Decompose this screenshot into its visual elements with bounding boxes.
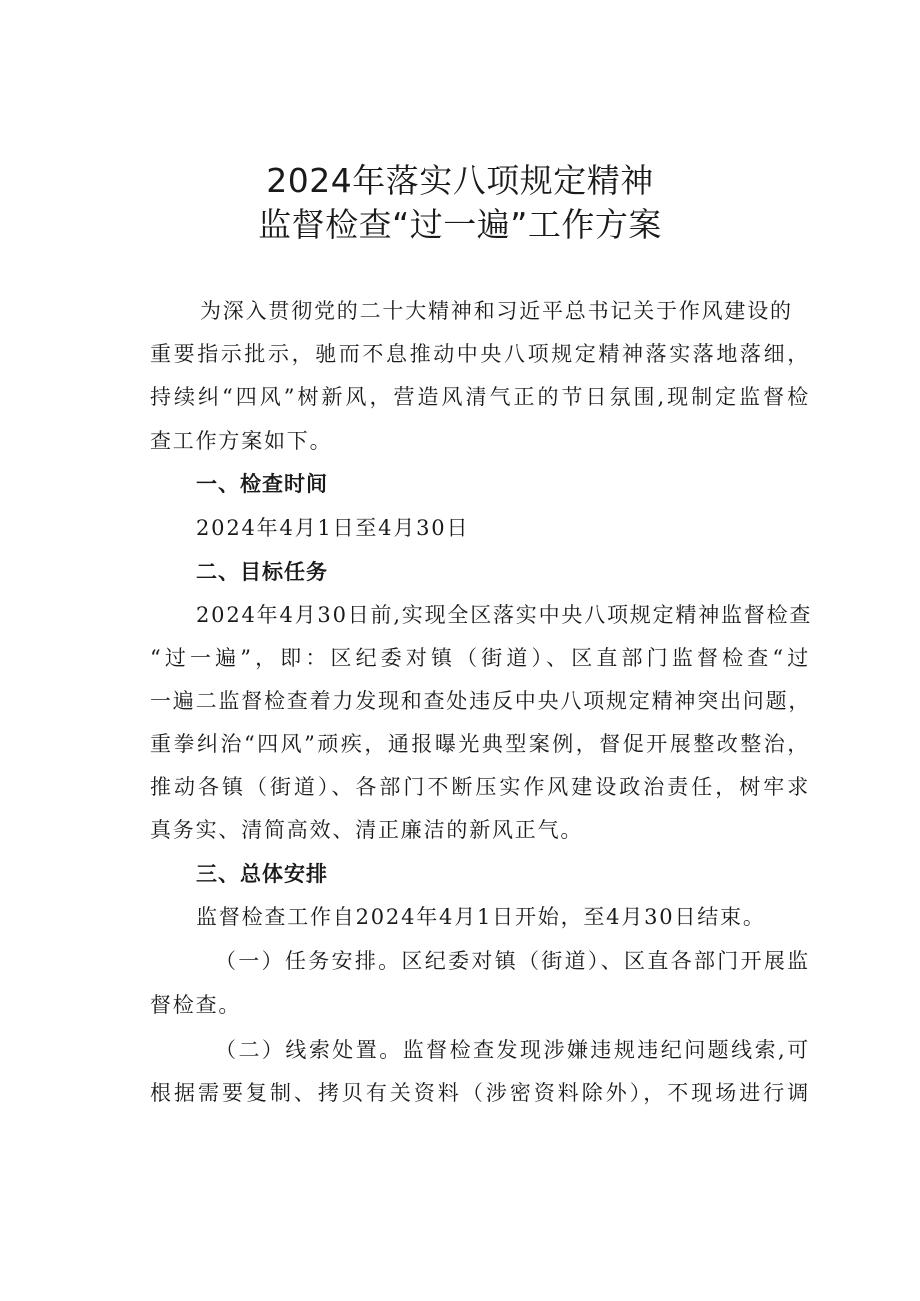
target-tasks-line: 一遍二监督检查着力发现和查处违反中央八项规定精神突出问题，: [150, 689, 812, 713]
intro-line: 查工作方案如下。: [150, 429, 333, 453]
target-tasks-line: “过一遍”，即：区纪委对镇（街道）、区直部门监督检查“过: [150, 646, 810, 670]
intro-line: 重要指示批示，驰而不息推动中央八项规定精神落实落地落细，: [150, 342, 810, 366]
document-title-line-2: 监督检查“过一遍”工作方案: [258, 205, 662, 244]
document-title-line-1: 2024年落实八项规定精神: [266, 161, 654, 200]
target-tasks-line: 2024年4月30日前,实现全区落实中央八项规定精神监督检查: [196, 603, 813, 627]
task-arrangement-line: （一）任务安排。区纪委对镇（街道）、区直各部门开展监: [215, 949, 810, 973]
section-heading-inspection-time: 一、检查时间: [196, 472, 328, 496]
intro-line: 为深入贯彻党的二十大精神和习近平总书记关于作风建设的: [200, 299, 793, 323]
target-tasks-line: 推动各镇（街道）、各部门不断压实作风建设政治责任，树牢求: [150, 775, 810, 799]
task-arrangement-line: 督检查。: [150, 993, 242, 1017]
clue-handling-line: 根据需要复制、拷贝有关资料（涉密资料除外），不现场进行调: [150, 1081, 810, 1105]
inspection-time-text: 2024年4月1日至4月30日: [196, 516, 470, 540]
target-tasks-line: 重拳纠治“四风”顽疾，通报曝光典型案例，督促开展整改整治，: [150, 732, 810, 756]
section-heading-target-tasks: 二、目标任务: [196, 560, 328, 584]
clue-handling-line: （二）线索处置。监督检查发现涉嫌违规违纪问题线索,可: [215, 1038, 810, 1062]
section-heading-overall-arrangement: 三、总体安排: [196, 862, 328, 886]
intro-line: 持续纠“四风”树新风，营造风清气正的节日氛围,现制定监督检: [150, 385, 810, 409]
target-tasks-line: 真务实、清简高效、清正廉洁的新风正气。: [150, 818, 584, 842]
overall-arrangement-text: 监督检查工作自2024年4月1日开始，至4月30日结束。: [196, 905, 766, 929]
